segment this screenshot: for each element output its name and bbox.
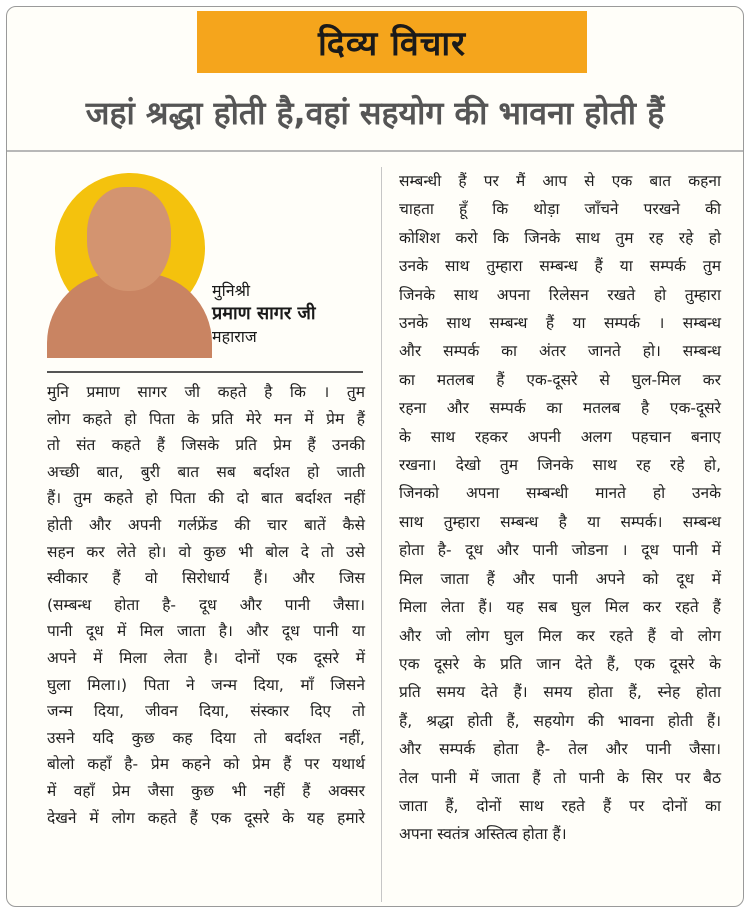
article-frame [6, 6, 744, 907]
text-line: एक दूसरे के प्रति जान देते हैं, एक दूसरे के [399, 654, 721, 673]
column-divider [381, 167, 382, 902]
text-line: का मतलब हैं एक-दूसरे से घुल-मिल कर [399, 370, 721, 389]
text-line: हैं। तुम कहते हो पिता की दो बात बर्दाश्त नहीं [47, 489, 365, 508]
text-line: रखना। देखो तुम जिनके साथ रह रहे हो, [399, 456, 721, 475]
text-line: में वहाँ प्रेम जैसा कुछ भी नहीं हैं अक्सर [47, 781, 365, 800]
column-title: दिव्य विचार [317, 24, 467, 64]
text-line: उसने यदि कुछ कह दिया तो बर्दाश्त नहीं, [47, 728, 365, 747]
text-line: हैं, श्रद्धा होती हैं, सहयोग की भावना होती हैं। [399, 711, 721, 730]
text-line: घुला मिला।) पिता ने जन्म दिया, माँ जिसने [47, 675, 365, 694]
right-column-text [399, 167, 721, 849]
text-line: मुनि प्रमाण सागर जी कहते है कि । तुम [47, 383, 365, 401]
text-line: पानी दूध में मिल जाता है। और दूध पानी या [47, 622, 365, 641]
author-name: प्रमाण सागर जी [212, 303, 316, 324]
article-headline: जहां श्रद्धा होती है,वहां सहयोग की भावना होती हैं [85, 94, 665, 132]
text-line: लोग कहते हो पिता के प्रति मेरे मन में प्रेम हैं [47, 409, 365, 428]
text-line: जाता हैं, दोनों साथ रहते हैं पर दोनों का [399, 796, 721, 815]
headline-divider [7, 150, 743, 152]
text-line: जन्म दिया, जीवन दिया, संस्कार दिए तो [47, 702, 365, 721]
text-line: अपने में मिला लेता है। दोनों एक दूसरे में [47, 648, 365, 667]
text-line: और जो लोग घुल मिल कर रहते हैं वो लोग [399, 626, 721, 645]
text-line: सम्बन्धी हैं पर मैं आप से एक बात कहना [399, 172, 721, 190]
author-photo [47, 173, 212, 358]
text-line: मिल जाता हैं और पानी अपने को दूध में [399, 569, 721, 588]
text-line: और सम्पर्क का अंतर जानते हो। सम्बन्ध [399, 342, 721, 361]
text-line: होती और अपनी गर्लफ्रेंड की चार बातें कैसे [47, 515, 365, 534]
author-prefix: मुनिश्री [212, 281, 251, 300]
text-line: बोलो कहाँ है- प्रेम कहने को प्रेम हैं पर यथार्थ [47, 755, 365, 774]
text-line: होता है- दूध और पानी जोडना । दूध पानी में [399, 541, 721, 560]
text-line: चाहता हूँ कि थोड़ा जाँचने परखने की [399, 200, 721, 219]
text-line: के साथ रहकर अपनी अलग पहचान बनाए [399, 427, 721, 446]
text-line: कोशिश करो कि जिनके साथ तुम रह रहे हो [399, 228, 721, 247]
left-column-text [47, 379, 365, 831]
text-line: रहना और सम्पर्क का मतलब है एक-दूसरे [399, 399, 721, 418]
column-banner [197, 11, 587, 73]
text-line: उनके साथ सम्बन्ध हैं या सम्पर्क । सम्बन्ध [399, 314, 721, 333]
text-line: (सम्बन्ध होता है- दूध और पानी जैसा। [47, 595, 365, 614]
text-line: अपना स्वतंत्र अस्तित्व होता हैं। [399, 825, 567, 844]
text-line: जिनको अपना सम्बन्धी मानते हो उनके [399, 484, 721, 503]
text-line: स्वीकार हैं वो सिरोधार्य हैं। और जिस [47, 569, 365, 588]
author-byline [212, 279, 316, 348]
text-line: मिला लेता हैं। यह सब घुल मिल कर रहते हैं [399, 598, 721, 617]
author-suffix: महाराज [212, 327, 257, 346]
text-line: और सम्पर्क होता है- तेल और पानी जैसा। [399, 740, 721, 759]
photo-head [87, 187, 171, 291]
text-line: तो संत कहते हैं जिसके प्रति प्रेम हैं उनकी [47, 436, 365, 455]
text-line: जिनके साथ अपना रिलेसन रखते हो तुम्हारा [399, 285, 721, 304]
text-line: उनके साथ तुम्हारा सम्बन्ध हैं या सम्पर्क तुम [399, 257, 721, 276]
text-line: तेल पानी में जाता हैं तो पानी के सिर पर बैठ [399, 768, 721, 787]
text-line: अच्छी बात, बुरी बात सब बर्दाश्त हो जाती [47, 462, 365, 481]
text-line: देखने में लोग कहते हैं एक दूसरे के यह हमारे [47, 808, 365, 827]
text-line: साथ तुम्हारा सम्बन्ध है या सम्पर्क। सम्बन्ध [399, 512, 721, 531]
text-line: प्रति समय देते हैं। समय होता हैं, स्नेह होता [399, 683, 721, 702]
text-line: सहन कर लेते हो। वो कुछ भी बोल दे तो उसे [47, 542, 365, 561]
byline-divider [47, 371, 363, 373]
